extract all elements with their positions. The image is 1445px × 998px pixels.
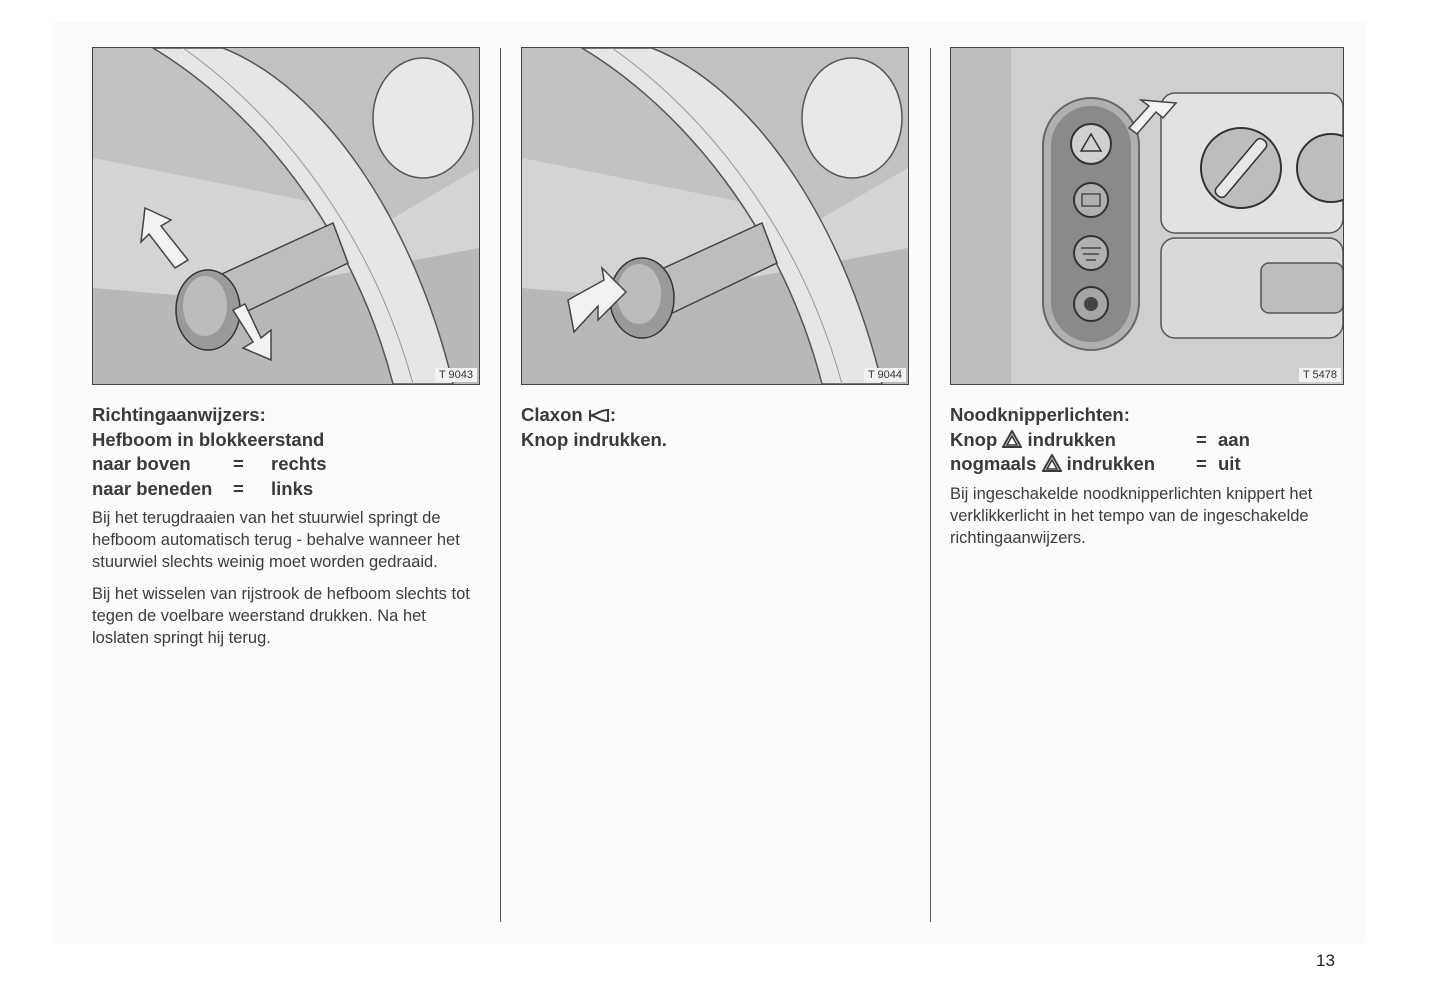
column-turn-signals [92, 47, 482, 649]
horn-title [521, 403, 911, 428]
page-number: 13 [1316, 951, 1335, 970]
figure-code: T 9043 [435, 368, 477, 382]
horn-title-text: Claxon [521, 404, 583, 425]
column-horn [521, 47, 911, 452]
figure-code: T 5478 [1299, 368, 1341, 382]
press-button-label: Knop indrukken. [521, 428, 667, 450]
direction-down-label: naar beneden [92, 477, 213, 499]
hazard-on-row [950, 428, 1340, 453]
hazard-lights-title: Noodknipperlichten: [950, 404, 1130, 425]
direction-right-value: rechts [271, 453, 327, 474]
hazard-switch-figure [950, 47, 1344, 385]
hazard-on-label [950, 428, 1196, 453]
equals-sign: = [1196, 428, 1207, 450]
lane-change-paragraph: Bij het wisselen van rijstrook de hefboom slechts tot tegen de voelbare weerstand drukken. Na het loslaten springt hij terug. [92, 585, 470, 647]
equals-sign: = [233, 453, 244, 474]
horn-icon [588, 407, 610, 423]
lever-locked-position-label: Hefboom in blokkeerstand [92, 428, 325, 450]
lever-up-row [92, 452, 482, 477]
direction-left-value: links [271, 477, 314, 499]
turn-signal-lever-illustration [93, 48, 479, 384]
hazard-warning-icon [1002, 430, 1022, 448]
horn-heading-block [521, 403, 911, 452]
equals-sign: = [233, 477, 244, 499]
press-word: indrukken [1027, 428, 1116, 450]
horn-button-illustration [522, 48, 908, 384]
press-word: indrukken [1066, 453, 1156, 474]
equals-sign: = [1196, 453, 1207, 474]
turn-signal-title: Richtingaanwijzers: [92, 404, 266, 425]
hazard-indicator-paragraph: Bij ingeschakelde noodknipperlichten knippert het verklikkerlicht in het tempo van de ingeschakelde richtingaanwijzers. [950, 484, 1313, 547]
figure-code: T 9044 [864, 368, 906, 382]
hazard-off-row [950, 452, 1340, 477]
steering-return-paragraph: Bij het terugdraaien van het stuurwiel springt de hefboom automatisch terug - behalve wanneer het stuurwiel slechts weinig moet worden gedraaid. [92, 509, 460, 571]
knob-word: Knop [950, 428, 998, 450]
column-divider-1 [500, 48, 501, 922]
on-value: aan [1218, 428, 1250, 450]
hazard-heading-block [950, 403, 1340, 477]
lever-down-row [92, 477, 482, 502]
hazard-off-label [950, 452, 1196, 477]
horn-title-colon: : [609, 404, 616, 425]
again-word: nogmaals [950, 453, 1037, 474]
direction-up-label: naar boven [92, 453, 191, 474]
horn-button-figure [521, 47, 909, 385]
hazard-warning-icon [1042, 454, 1062, 472]
off-value: uit [1218, 453, 1241, 474]
turn-signal-heading-block [92, 403, 482, 501]
column-divider-2 [930, 48, 931, 922]
hazard-switch-illustration [951, 48, 1343, 384]
column-hazard-lights [950, 47, 1340, 549]
turn-signal-lever-figure [92, 47, 480, 385]
